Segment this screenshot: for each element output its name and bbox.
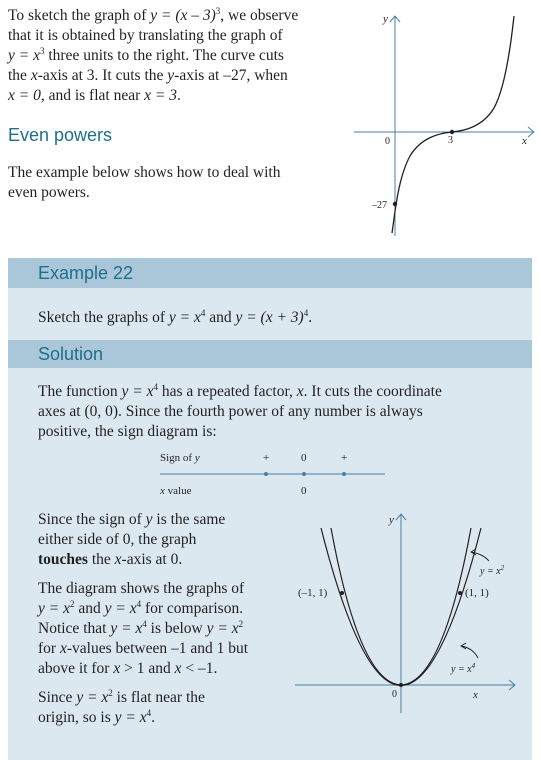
y-axis-label: y (383, 13, 388, 25)
cubic-curve (392, 16, 514, 233)
example-task: Sketch the graphs of $y = x^4$ and $y = (x + 3)^4$. (38, 308, 313, 326)
origin-label: 0 (385, 136, 390, 147)
xvalue-zero: 0 (301, 485, 307, 497)
y-axis-label: y (389, 514, 394, 526)
example-box (8, 258, 532, 760)
x-axis-label: x (522, 135, 527, 147)
xvalue-label: x value (160, 485, 192, 497)
y-tick-minus27: –27 (372, 200, 387, 211)
sign-tick-2 (302, 472, 306, 476)
origin-point (399, 683, 403, 687)
point-minus1-1 (340, 591, 344, 595)
sign-tick-3 (342, 472, 346, 476)
sign-plus-right: + (341, 452, 348, 464)
sign-zero: 0 (301, 452, 307, 464)
origin-label: 0 (392, 689, 397, 700)
sign-plus-left: + (263, 452, 270, 464)
point-label-left: (–1, 1) (298, 587, 328, 599)
solution-paragraph: The function $y = x^4$ has a repeated factor, x. It cuts the coordinate axes at (0, 0). Since the fourth power of any number is always positive, the sign diagram is: (38, 382, 442, 440)
label-y-x-squared: $y = x^2$ (480, 564, 505, 577)
solution-text-column: Since the sign of y is the same either side of 0, the graph touches the x-axis at 0. The diagram shows the graphs of $y = x^2$ and $y = x^4$ for comparison. Notice that $y = x^4$ is below $y = x^2$ for x-values between –1 and 1 but above it for x > 1 and x < –1. Since $y = x^2$ is flat near the origin, so is $y = x^4$. (38, 511, 249, 726)
sign-tick-1 (264, 472, 268, 476)
section-heading-even-powers: Even powers (8, 125, 113, 145)
cubic-graph (352, 8, 537, 243)
solution-title: Solution (8, 340, 532, 368)
intro-paragraph: To sketch the graph of y = (x – 3)$^3$, we observe that it is obtained by translating the graph of $y = x^3$ three units to the right. The curve cuts the x-axis at 3. It cuts the y-axis at –27, when x = 0, and is flat near x = 3. (8, 6, 299, 104)
point-label-right: (1, 1) (465, 587, 489, 599)
point-1-1 (458, 591, 462, 595)
x-tick-3: 3 (448, 135, 453, 146)
sign-label: Sign of y (160, 452, 200, 464)
x-intercept-point (450, 130, 454, 134)
parabola-quartic-graph (293, 508, 518, 718)
example-title: Example 22 (8, 258, 532, 288)
sign-diagram (158, 447, 388, 497)
label-y-x-fourth: $y = x^4$ (451, 662, 476, 675)
even-powers-text: The example below shows how to deal with even powers. (8, 164, 281, 201)
y-intercept-point (393, 202, 397, 206)
x-axis-label: x (473, 689, 478, 701)
